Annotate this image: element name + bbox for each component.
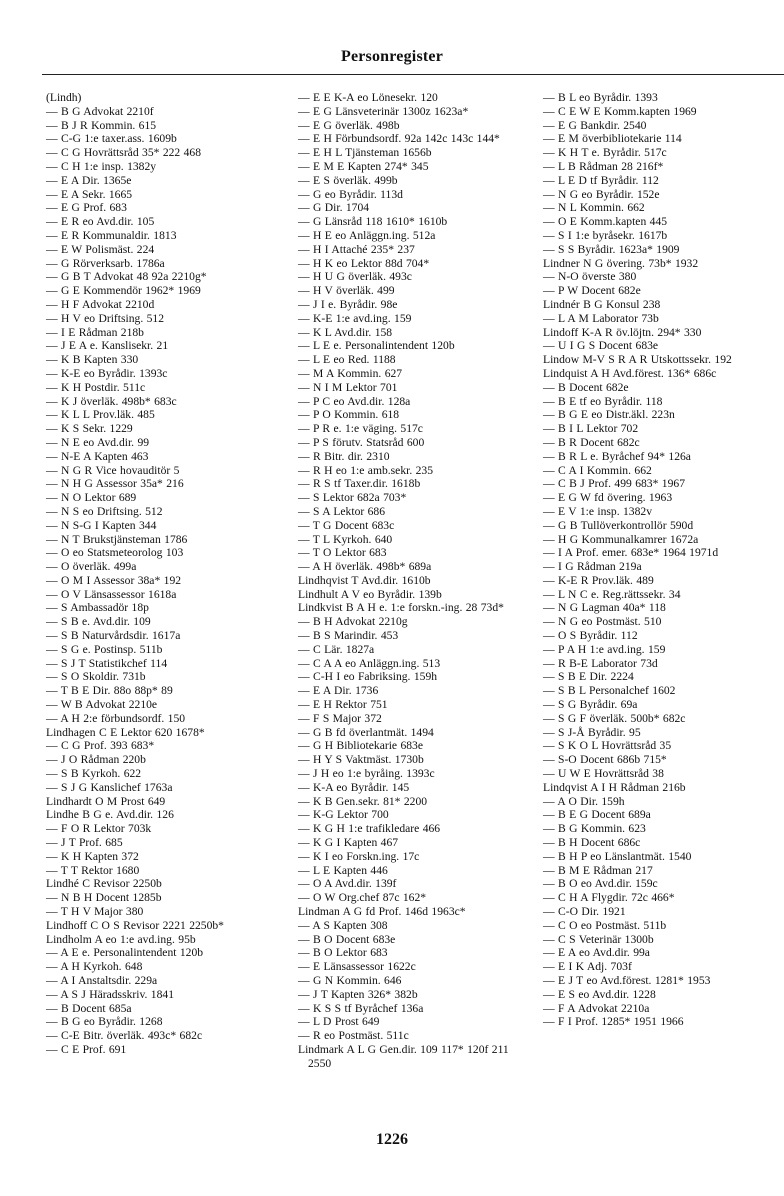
- register-entry: Lindkvist B A H e. 1:e forskn.-ing. 28 73d*: [298, 601, 504, 615]
- register-entry: — J T Kapten 326* 382b: [298, 987, 418, 1001]
- register-entry: Lindow M-V S R A R Utskottssekr. 192: [543, 353, 732, 367]
- register-entry: — E M överbibliotekarie 114: [543, 132, 682, 146]
- register-entry: — C S Veterinär 1300b: [543, 932, 654, 946]
- register-entry: Lindnér B G Konsul 238: [543, 297, 661, 311]
- register-entry: — P W Docent 682e: [543, 284, 641, 298]
- register-entry: — F O R Lektor 703k: [46, 822, 152, 836]
- register-entry: — T T Rektor 1680: [46, 863, 140, 877]
- register-entry: — O A Avd.dir. 139f: [298, 877, 397, 891]
- register-entry: — C B J Prof. 499 683* 1967: [543, 477, 685, 491]
- header-rule: [42, 74, 784, 75]
- register-entry: — S K O L Hovrättsråd 35: [543, 739, 672, 753]
- register-entry: — O E Komm.kapten 445: [543, 215, 668, 229]
- register-entry: Lindhult A V eo Byrådir. 139b: [298, 587, 442, 601]
- register-entry: — S B Kyrkoh. 622: [46, 767, 142, 781]
- register-entry: — N E eo Avd.dir. 99: [46, 435, 150, 449]
- register-entry: — E A Sekr. 1665: [46, 187, 133, 201]
- register-entry: — R B-E Laborator 73d: [543, 656, 658, 670]
- register-entry: — G E Kommendör 1962* 1969: [46, 284, 201, 298]
- register-column-2: [298, 91, 530, 1071]
- register-entry: — R H eo 1:e amb.sekr. 235: [298, 463, 434, 477]
- register-entry: — K-A eo Byrådir. 145: [298, 780, 410, 794]
- register-entry: — N T Brukstjänsteman 1786: [46, 532, 188, 546]
- register-entry: — G Rörverksarb. 1786a: [46, 256, 165, 270]
- register-entry: — S S Byrådir. 1623a* 1909: [543, 242, 680, 256]
- register-entry: Lindman A G fd Prof. 146d 1963c*: [298, 905, 466, 919]
- register-entry: — L E D tf Byrådir. 112: [543, 173, 659, 187]
- register-entry: — F S Major 372: [298, 711, 382, 725]
- register-entry: — L N C e. Reg.rättssekr. 34: [543, 587, 681, 601]
- register-entry: — E G Bankdir. 2540: [543, 118, 647, 132]
- register-entry: — S I 1:e byråsekr. 1617b: [543, 228, 668, 242]
- register-entry: — N O Lektor 689: [46, 491, 137, 505]
- register-entry: — E J T eo Avd.förest. 1281* 1953: [543, 974, 711, 987]
- register-entry: — B O Lektor 683: [298, 946, 388, 960]
- register-entry: — K H Postdir. 511c: [46, 380, 146, 394]
- register-entry: — C-H I eo Fabriksing. 159h: [298, 670, 438, 684]
- register-entry: — G B fd överlantmät. 1494: [298, 725, 434, 739]
- register-entry: — B G eo Byrådir. 1268: [46, 1015, 163, 1029]
- register-entry: — B Docent 685a: [46, 1001, 132, 1015]
- register-entry: — N L Kommin. 662: [543, 201, 645, 215]
- register-entry: — E G W fd övering. 1963: [543, 491, 673, 505]
- register-entry: — K-E eo Byrådir. 1393c: [46, 366, 168, 380]
- register-entry: — S A Lektor 686: [298, 504, 386, 518]
- register-entry: — S G e. Postinsp. 511b: [46, 642, 163, 656]
- register-entry: — B E G Docent 689a: [543, 808, 651, 822]
- register-entry: — E S eo Avd.dir. 1228: [543, 987, 656, 1001]
- register-entry: — R Bitr. dir. 2310: [298, 449, 390, 463]
- register-entry: — H V överläk. 499: [298, 284, 395, 298]
- register-entry: — S J T Statistikchef 114: [46, 656, 168, 670]
- register-entry: — E A Dir. 1365e: [46, 173, 132, 187]
- register-entry: — A S J Häradsskriv. 1841: [46, 987, 174, 1001]
- register-entry: — I E Rådman 218b: [46, 325, 144, 339]
- register-entry: — K B Gen.sekr. 81* 2200: [298, 794, 428, 808]
- register-entry: Lindhoff C O S Revisor 2221 2250b*: [46, 918, 224, 932]
- register-entry: — R S tf Taxer.dir. 1618b: [298, 477, 421, 491]
- register-entry: — P O Kommin. 618: [298, 408, 400, 422]
- register-entry: — B I L Lektor 702: [543, 422, 639, 436]
- register-entry: — P R e. 1:e väging. 517c: [298, 422, 423, 436]
- register-entry: — S B L Personalchef 1602: [543, 684, 676, 698]
- register-entry: — S B Naturvårdsdir. 1617a: [46, 629, 181, 643]
- register-entry: Lindholm A eo 1:e avd.ing. 95b: [46, 932, 196, 946]
- register-entry: — K G H 1:e trafikledare 466: [298, 822, 441, 836]
- register-entry: — G Länsråd 118 1610* 1610b: [298, 215, 448, 229]
- register-entry: — S J G Kanslichef 1763a: [46, 780, 173, 794]
- register-entry: — N S-G I Kapten 344: [46, 518, 157, 532]
- register-entry: — T B E Dir. 88o 88p* 89: [46, 684, 173, 698]
- register-entry: — J T Prof. 685: [46, 836, 123, 850]
- register-entry: — I G Rådman 219a: [543, 560, 642, 574]
- register-entry: — A I Anstaltsdir. 229a: [46, 974, 158, 987]
- register-entry: — B R Docent 682c: [543, 435, 640, 449]
- register-entry: — B H P eo Länslantmät. 1540: [543, 849, 692, 863]
- register-entry: — B O eo Avd.dir. 159c: [543, 877, 658, 891]
- register-entry: — E G Prof. 683: [46, 201, 127, 215]
- register-entry: — K S S tf Byråchef 136a: [298, 1001, 424, 1015]
- register-entry: — C A I Kommin. 662: [543, 463, 652, 477]
- register-entry: — G B T Advokat 48 92a 2210g*: [46, 270, 207, 284]
- register-entry: — O S Byrådir. 112: [543, 629, 638, 643]
- register-entry: — O V Länsassessor 1618a: [46, 587, 177, 601]
- register-entry: — C G Prof. 393 683*: [46, 739, 155, 753]
- register-entry: — T L Kyrkoh. 640: [298, 532, 393, 546]
- register-entry: Lindhe B G e. Avd.dir. 126: [46, 808, 174, 822]
- register-entry: — J H eo 1:e byråing. 1393c: [298, 767, 435, 781]
- register-entry: — E V 1:e insp. 1382v: [543, 504, 652, 518]
- register-entry: — L D Prost 649: [298, 1015, 380, 1029]
- register-entry: — E G överläk. 498b: [298, 118, 400, 132]
- register-entry: — B M E Rådman 217: [543, 863, 653, 877]
- register-entry: — E R Kommunaldir. 1813: [46, 228, 177, 242]
- register-entry: — C-E Bitr. överläk. 493c* 682c: [46, 1029, 203, 1043]
- register-entry: — S J-Å Byrådir. 95: [543, 725, 641, 739]
- register-entry: — H U G överläk. 493c: [298, 270, 412, 284]
- register-entry: — C-O Dir. 1921: [543, 905, 626, 919]
- register-entry: — K H Kapten 372: [46, 849, 139, 863]
- register-entry: — N H G Assessor 35a* 216: [46, 477, 184, 491]
- register-entry: — H G Kommunalkamrer 1672a: [543, 532, 699, 546]
- register-entry: — C G Hovrättsråd 35* 222 468: [46, 146, 201, 160]
- register-entry: Lindqvist A I H Rådman 216b: [543, 780, 686, 794]
- register-entry: — L B Rådman 28 216f*: [543, 159, 664, 173]
- register-entry: — A H överläk. 498b* 689a: [298, 560, 432, 574]
- register-entry: — H E eo Anläggn.ing. 512a: [298, 228, 436, 242]
- register-entry: — P A H 1:e avd.ing. 159: [543, 642, 666, 656]
- register-entry: — A E e. Personalintendent 120b: [46, 946, 204, 960]
- register-entry: — I A Prof. emer. 683e* 1964 1971d: [543, 546, 719, 560]
- register-entry: — L E eo Red. 1188: [298, 353, 396, 367]
- register-entry: — C O eo Postmäst. 511b: [543, 918, 667, 932]
- register-entry: — K B Kapten 330: [46, 353, 139, 367]
- register-entry: — C E Prof. 691: [46, 1042, 127, 1056]
- register-entry: — S-O Docent 686b 715*: [543, 753, 667, 767]
- register-entry: — E I K Adj. 703f: [543, 960, 632, 974]
- register-entry: — A H 2:e förbundsordf. 150: [46, 711, 186, 725]
- page-header: Personregister: [340, 48, 444, 65]
- register-entry: — K I eo Forskn.ing. 17c: [298, 849, 420, 863]
- register-entry: — P S förutv. Statsråd 600: [298, 435, 425, 449]
- register-entry: — B O Docent 683e: [298, 932, 396, 946]
- register-entry: — F A Advokat 2210a: [543, 1001, 650, 1015]
- register-entry: — K-G Lektor 700: [298, 808, 389, 822]
- register-entry: Lindhagen C E Lektor 620 1678*: [46, 725, 205, 739]
- register-entry: — E H Rektor 751: [298, 698, 388, 712]
- register-entry: — L A M Laborator 73b: [543, 311, 659, 325]
- register-entry: — B S Marindir. 453: [298, 629, 399, 643]
- register-entry: — N G Lagman 40a* 118: [543, 601, 666, 615]
- register-entry: — B Docent 682e: [543, 380, 629, 394]
- register-entry: — M A Kommin. 627: [298, 366, 403, 380]
- register-entry: — S G F överläk. 500b* 682c: [543, 711, 686, 725]
- register-entry: — B L eo Byrådir. 1393: [543, 91, 658, 104]
- register-entry: — G Dir. 1704: [298, 201, 370, 215]
- register-entry: — K J överläk. 498b* 683c: [46, 394, 177, 408]
- register-entry: — F I Prof. 1285* 1951 1966: [543, 1015, 684, 1029]
- register-entry: — W B Advokat 2210e: [46, 698, 158, 712]
- register-entry: — T H V Major 380: [46, 905, 144, 919]
- register-entry: — N I M Lektor 701: [298, 380, 398, 394]
- register-entry: — B H Advokat 2210g: [298, 615, 408, 629]
- register-entry: — H Y S Vaktmäst. 1730b: [298, 753, 424, 767]
- register-entry: — K L Avd.dir. 158: [298, 325, 393, 339]
- register-entry: — L E e. Personalintendent 120b: [298, 339, 455, 353]
- register-entry: — H V eo Driftsing. 512: [46, 311, 165, 325]
- register-entry: (Lindh): [46, 91, 82, 104]
- register-entry: — O överläk. 499a: [46, 560, 137, 574]
- register-entry: — H K eo Lektor 88d 704*: [298, 256, 430, 270]
- register-entry: — S O Skoldir. 731b: [46, 670, 146, 684]
- register-entry: Lindhqvist T Avd.dir. 1610b: [298, 573, 431, 587]
- register-entry: — N S eo Driftsing. 512: [46, 504, 163, 518]
- register-entry: — T O Lektor 683: [298, 546, 387, 560]
- register-entry: — R eo Postmäst. 511c: [298, 1029, 409, 1043]
- register-entry: — S G Byrådir. 69a: [543, 698, 638, 712]
- register-entry: — C A A eo Anläggn.ing. 513: [298, 656, 441, 670]
- register-entry: — B E tf eo Byrådir. 118: [543, 394, 663, 408]
- register-entry: — S B E Dir. 2224: [543, 670, 634, 684]
- register-entry: — N B H Docent 1285b: [46, 891, 162, 905]
- register-entry: — O eo Statsmeteorolog 103: [46, 546, 184, 560]
- register-entry: — S Ambassadör 18p: [46, 601, 149, 615]
- register-entry: — C E W E Komm.kapten 1969: [543, 104, 697, 118]
- register-entry: — E W Polismäst. 224: [46, 242, 155, 256]
- register-entry: — E Länsassessor 1622c: [298, 960, 416, 974]
- register-entry: — O M I Assessor 38a* 192: [46, 573, 182, 587]
- register-column-1: [46, 91, 278, 1057]
- register-entry: — B G Advokat 2210f: [46, 104, 154, 118]
- register-entry: — B G Kommin. 623: [543, 822, 646, 836]
- page-number: 1226: [376, 1131, 408, 1148]
- register-entry: — G N Kommin. 646: [298, 974, 402, 987]
- register-entry: — K S Sekr. 1229: [46, 422, 133, 436]
- register-entry: — B H Docent 686c: [543, 836, 641, 850]
- register-entry: — K-E 1:e avd.ing. 159: [298, 311, 412, 325]
- register-entry: Lindquist A H Avd.förest. 136* 686c: [543, 366, 717, 380]
- register-entry: — E G Länsveterinär 1300z 1623a*: [298, 104, 469, 118]
- register-entry: — O W Org.chef 87c 162*: [298, 891, 427, 905]
- register-entry: — C H 1:e insp. 1382y: [46, 159, 157, 173]
- register-entry: — G B Tullöverkontrollör 590d: [543, 518, 694, 532]
- register-entry: — C-G 1:e taxer.ass. 1609b: [46, 132, 177, 146]
- register-entry: — E M E Kapten 274* 345: [298, 159, 429, 173]
- register-entry: — E A Dir. 1736: [298, 684, 379, 698]
- register-entry: — E H L Tjänsteman 1656b: [298, 146, 432, 160]
- register-entry: — G H Bibliotekarie 683e: [298, 739, 423, 753]
- register-entry: — N G eo Byrådir. 152e: [543, 187, 660, 201]
- register-entry: — A H Kyrkoh. 648: [46, 960, 143, 974]
- register-entry: — N-E A Kapten 463: [46, 449, 149, 463]
- register-entry: Lindner N G övering. 73b* 1932: [543, 256, 699, 270]
- register-entry: Lindhardt O M Prost 649: [46, 794, 166, 808]
- register-entry: — N-O överste 380: [543, 270, 637, 284]
- register-entry: Lindoff K-A R öv.löjtn. 294* 330: [543, 325, 702, 339]
- register-entry: — E H Förbundsordf. 92a 142c 143c 144*: [298, 132, 500, 146]
- register-entry: — H F Advokat 2210d: [46, 297, 155, 311]
- register-entry: — N G eo Postmäst. 510: [543, 615, 662, 629]
- register-entry: — N G R Vice hovauditör 5: [46, 463, 180, 477]
- register-entry: — J E A e. Kanslisekr. 21: [46, 339, 169, 353]
- register-entry: Lindmark A L G Gen.dir. 109 117* 120f 211 2550: [298, 1042, 509, 1070]
- register-entry: — A O Dir. 159h: [543, 794, 625, 808]
- register-entry: — B G E eo Distr.äkl. 223n: [543, 408, 675, 422]
- register-entry: — E A eo Avd.dir. 99a: [543, 946, 650, 960]
- register-entry: Lindhé C Revisor 2250b: [46, 877, 162, 891]
- register-entry: — K-E R Prov.läk. 489: [543, 573, 654, 587]
- register-entry: — J I e. Byrådir. 98e: [298, 297, 398, 311]
- register-entry: — B R L e. Byråchef 94* 126a: [543, 449, 691, 463]
- register-entry: — T G Docent 683c: [298, 518, 395, 532]
- register-column-3: [543, 91, 775, 1029]
- register-entry: — U I G S Docent 683e: [543, 339, 659, 353]
- register-entry: — L E Kapten 446: [298, 863, 388, 877]
- register-entry: — A S Kapten 308: [298, 918, 388, 932]
- register-entry: — C Lär. 1827a: [298, 642, 375, 656]
- register-entry: — U W E Hovrättsråd 38: [543, 767, 664, 781]
- register-entry: — J O Rådman 220b: [46, 753, 146, 767]
- register-entry: — K H T e. Byrådir. 517c: [543, 146, 667, 160]
- register-entry: — G eo Byrådir. 113d: [298, 187, 403, 201]
- register-entry: — C H A Flygdir. 72c 466*: [543, 891, 675, 905]
- register-entry: — P C eo Avd.dir. 128a: [298, 394, 411, 408]
- register-entry: — B J R Kommin. 615: [46, 118, 157, 132]
- register-entry: — H I Attaché 235* 237: [298, 242, 415, 256]
- register-entry: — E R eo Avd.dir. 105: [46, 215, 155, 229]
- register-entry: — E S överläk. 499b: [298, 173, 398, 187]
- register-entry: — K L L Prov.läk. 485: [46, 408, 155, 422]
- register-entry: — E E K-A eo Lönesekr. 120: [298, 91, 438, 104]
- register-entry: — S B e. Avd.dir. 109: [46, 615, 151, 629]
- register-entry: — K G I Kapten 467: [298, 836, 399, 850]
- register-entry: — S Lektor 682a 703*: [298, 491, 407, 505]
